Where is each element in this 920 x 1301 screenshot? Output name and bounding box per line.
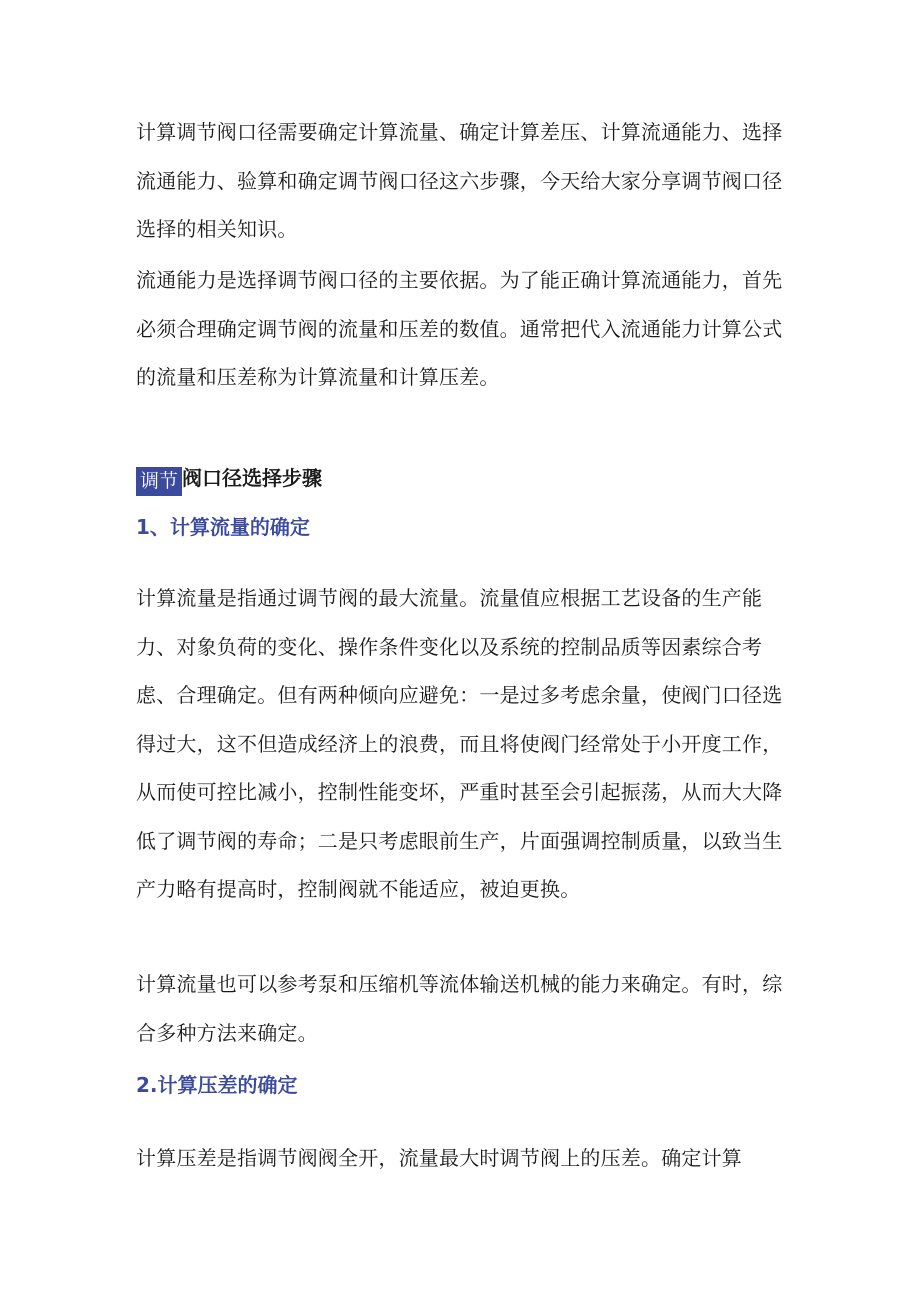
step1-paragraph-1: 计算流量是指通过调节阀的最大流量。流量值应根据工艺设备的生产能力、对象负荷的变化、操作条件变化以及系统的控制品质等因素综合考虑、合理确定。但有两种倾向应避免：一是过多考虑余量，使阀门口径选得过大，这不但造成经济上的浪费，而且将使阀门经常处于小开度工作，从而使可控比减小，控制性能变坏，严重时甚至会引起振荡，从而大大降低了调节阀的寿命；二是只考虑眼前生产，片面强调控制质量，以致当生产力略有提高时，控制阀就不能适应，被迫更换。 bbox=[136, 586, 783, 901]
intro-paragraph-2: 流通能力是选择调节阀口径的主要依据。为了能正确计算流通能力，首先必须合理确定调节阀的流量和压差的数值。通常把代入流通能力计算公式的流量和压差称为计算流量和计算压差。 bbox=[136, 268, 783, 389]
step1-paragraph-2: 计算流量也可以参考泵和压缩机等流体输送机械的能力来确定。有时，综合多种方法来确定。 bbox=[136, 972, 783, 1045]
intro-paragraph-1: 计算调节阀口径需要确定计算流量、确定计算差压、计算流通能力、选择流通能力、验算和确定调节阀口径这六步骤，今天给大家分享调节阀口径选择的相关知识。 bbox=[136, 120, 783, 241]
section-heading-badge: 调节 bbox=[136, 467, 182, 496]
step2-heading: 2.计算压差的确定 bbox=[136, 1073, 298, 1097]
section-heading-title: 阀口径选择步骤 bbox=[182, 465, 323, 490]
section-heading bbox=[136, 459, 322, 493]
step2-paragraph-1: 计算压差是指调节阀阀全开，流量最大时调节阀上的压差。确定计算 bbox=[136, 1146, 742, 1170]
step1-heading: 1、计算流量的确定 bbox=[136, 515, 310, 539]
